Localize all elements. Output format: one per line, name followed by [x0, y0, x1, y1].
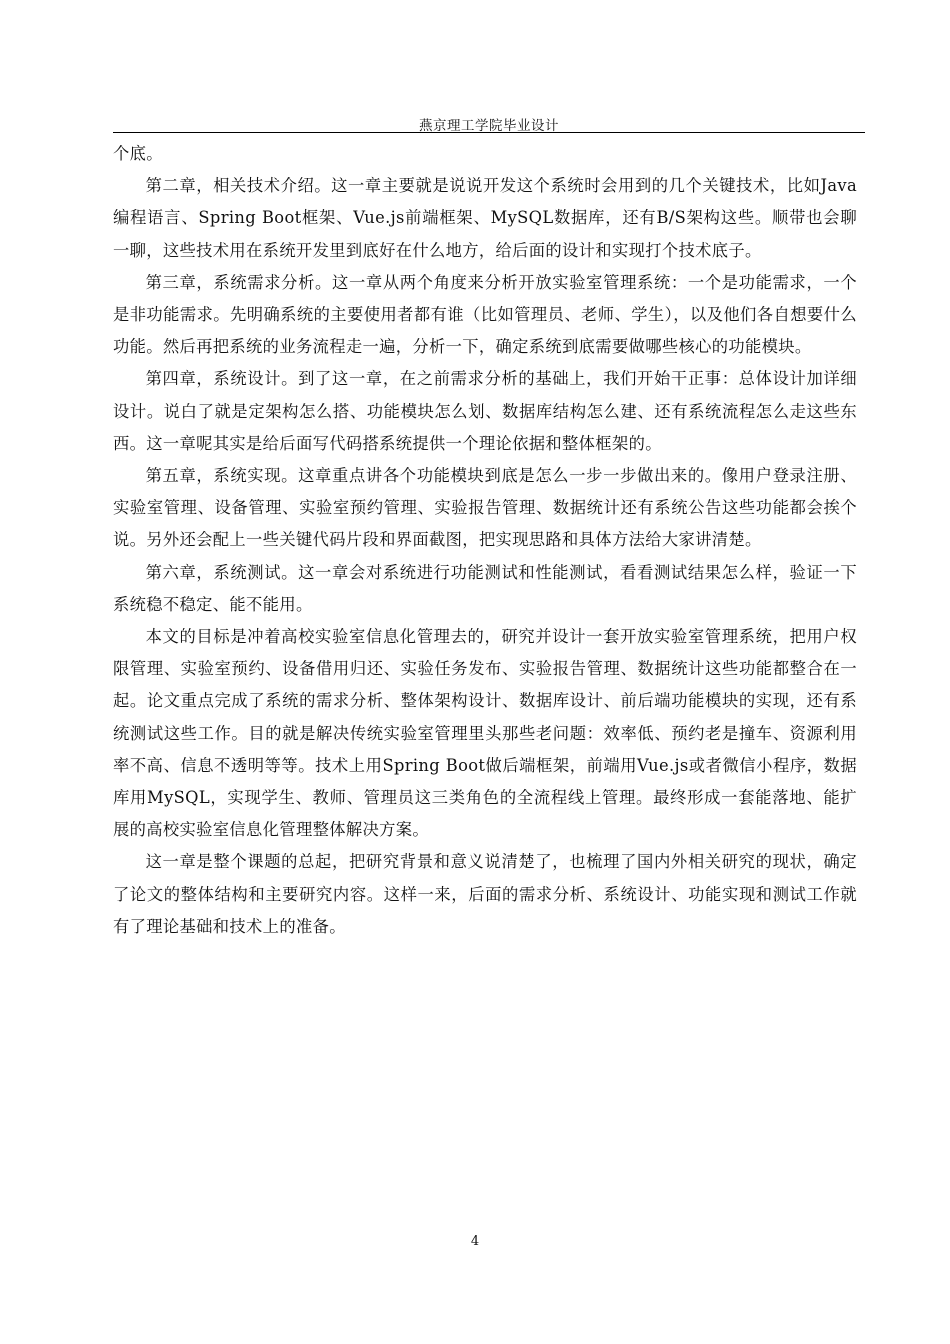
- paragraph-chapter-2: 第二章，相关技术介绍。这一章主要就是说说开发这个系统时会用到的几个关键技术，比如Java编程语言、Spring Boot框架、Vue.js前端框架、MySQL数据库，还有B/S架构这些。顺带也会聊一聊，这些技术用在系统开发里到底好在什么地方，给后面的设计和实现打个技术底子。: [113, 176, 857, 260]
- header-rule: [113, 132, 865, 133]
- paragraph-continuation: 个底。: [113, 144, 163, 163]
- paragraph-chapter-4: 第四章，系统设计。到了这一章，在之前需求分析的基础上，我们开始干正事：总体设计加详细设计。说白了就是定架构怎么搭、功能模块怎么划、数据库结构怎么建、还有系统流程怎么走这些东西。这一章呢其实是给后面写代码搭系统提供一个理论依据和整体框架的。: [113, 369, 857, 453]
- page-number: 4: [470, 1234, 480, 1249]
- paragraph-objective: 本文的目标是冲着高校实验室信息化管理去的，研究并设计一套开放实验室管理系统，把用户权限管理、实验室预约、设备借用归还、实验任务发布、实验报告管理、数据统计这些功能都整合在一起。论文重点完成了系统的需求分析、整体架构设计、数据库设计、前后端功能模块的实现，还有系统测试这些工作。目的就是解决传统实验室管理里头那些老问题：效率低、预约老是撞车、资源利用率不高、信息不透明等等。技术上用Spring Boot做后端框架，前端用Vue.js或者微信小程序，数据库用MySQL，实现学生、教师、管理员这三类角色的全流程线上管理。最终形成一套能落地、能扩展的高校实验室信息化管理整体解决方案。: [113, 627, 857, 840]
- document-body: [113, 138, 857, 943]
- paragraph-chapter-6: 第六章，系统测试。这一章会对系统进行功能测试和性能测试，看看测试结果怎么样，验证一下系统稳不稳定、能不能用。: [113, 562, 857, 614]
- running-header: 燕京理工学院毕业设计: [419, 118, 559, 134]
- paragraph-chapter-5: 第五章，系统实现。这章重点讲各个功能模块到底是怎么一步一步做出来的。像用户登录注册、实验室管理、设备管理、实验室预约管理、实验报告管理、数据统计还有系统公告这些功能都会挨个说。另外还会配上一些关键代码片段和界面截图，把实现思路和具体方法给大家讲清楚。: [113, 466, 857, 550]
- paragraph-chapter-3: 第三章，系统需求分析。这一章从两个角度来分析开放实验室管理系统：一个是功能需求，一个是非功能需求。先明确系统的主要使用者都有谁（比如管理员、老师、学生），以及他们各自想要什么功能。然后再把系统的业务流程走一遍，分析一下，确定系统到底需要做哪些核心的功能模块。: [113, 272, 857, 357]
- paragraph-summary: 这一章是整个课题的总起，把研究背景和意义说清楚了，也梳理了国内外相关研究的现状，确定了论文的整体结构和主要研究内容。这样一来，后面的需求分析、系统设计、功能实现和测试工作就有了理论基础和技术上的准备。: [113, 852, 857, 936]
